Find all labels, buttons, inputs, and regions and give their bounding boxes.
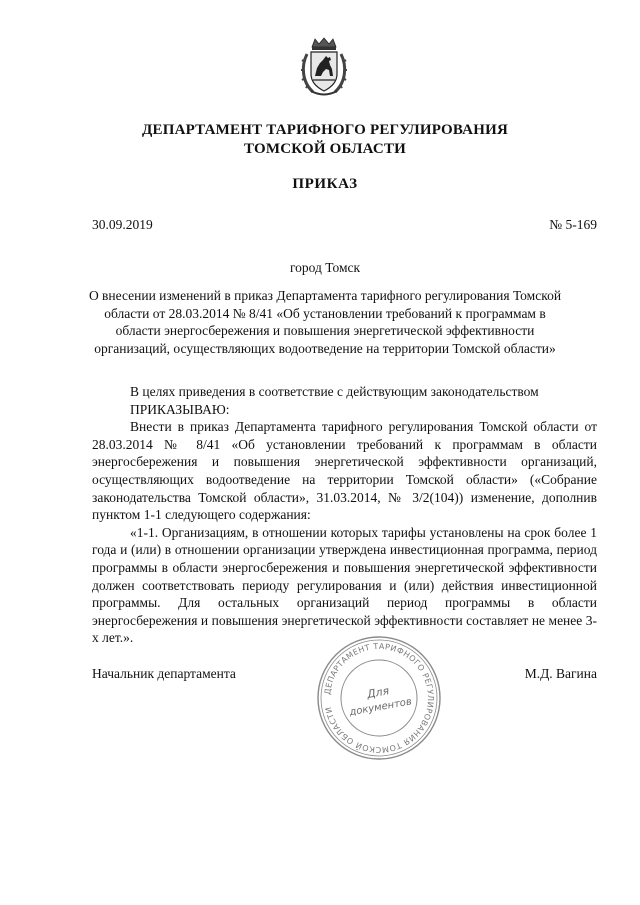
document-type: ПРИКАЗ xyxy=(292,176,358,192)
body-order-word: ПРИКАЗЫВАЮ: xyxy=(130,401,230,417)
organization-name xyxy=(80,121,570,159)
document-number: № 5-169 xyxy=(549,217,597,232)
organization-line-2: ТОМСКОЙ ОБЛАСТИ xyxy=(243,141,407,157)
document-body xyxy=(92,383,597,647)
document-subject xyxy=(80,287,570,357)
document-date: 30.09.2019 xyxy=(92,217,153,232)
body-preamble: В целях приведения в соответствие с действующим законодательством xyxy=(130,384,539,399)
subject-line-3: области энергосбережения и повышения энергетической эффективности xyxy=(115,323,535,339)
organization-line-1: ДЕПАРТАМЕНТ ТАРИФНОГО РЕГУЛИРОВАНИЯ xyxy=(142,122,508,138)
signatory-name: М.Д. Вагина xyxy=(524,666,597,681)
document-city: город Томск xyxy=(289,260,361,275)
coat-of-arms-icon xyxy=(299,36,349,98)
subject-line-2: области от 28.03.2014 № 8/41 «Об установлении требований к программам в xyxy=(104,305,546,321)
official-stamp xyxy=(314,633,444,763)
stamp-center-line-1: Для xyxy=(365,684,391,701)
subject-line-1: О внесении изменений в приказ Департамента тарифного регулирования Томской xyxy=(88,288,562,303)
body-paragraph-new-clause: «1-1. Организациям, в отношении которых тарифы установлены на срок более 1 года и (или) в отношении организации утверждена инвестиционная программа, период программы в области энергосбережения и повышения энергетической эффективности должен соответствовать периоду регулирования и (или) действия инвестиционной программы. Для остальных организаций период программы в области энергосбережения и повышения энергетической эффективности составляет не менее 3-х лет.». xyxy=(92,524,597,646)
signatory-title: Начальник департамента xyxy=(92,666,236,681)
stamp-center-line-2: документов xyxy=(348,696,413,719)
subject-line-4: организаций, осуществляющих водоотведение на территории Томской области» xyxy=(94,340,556,356)
stamp-ring-text: ДЕПАРТАМЕНТ ТАРИФНОГО РЕГУЛИРОВАНИЯ ТОМСКОЙ ОБЛАСТИ xyxy=(323,641,436,755)
body-paragraph-amendment: Внести в приказ Департамента тарифного регулирования Томской области от 28.03.2014 № 8/41 «Об установлении требований к программам в области энергосбережения и повышения энергетической эффективности организаций, осуществляющих водоотведение на территории Томской области» («Собрание законодательства Томской области», 31.03.2014, № 3/2(104)) изменение, дополнив пунктом 1-1 следующего содержания: xyxy=(92,419,597,523)
